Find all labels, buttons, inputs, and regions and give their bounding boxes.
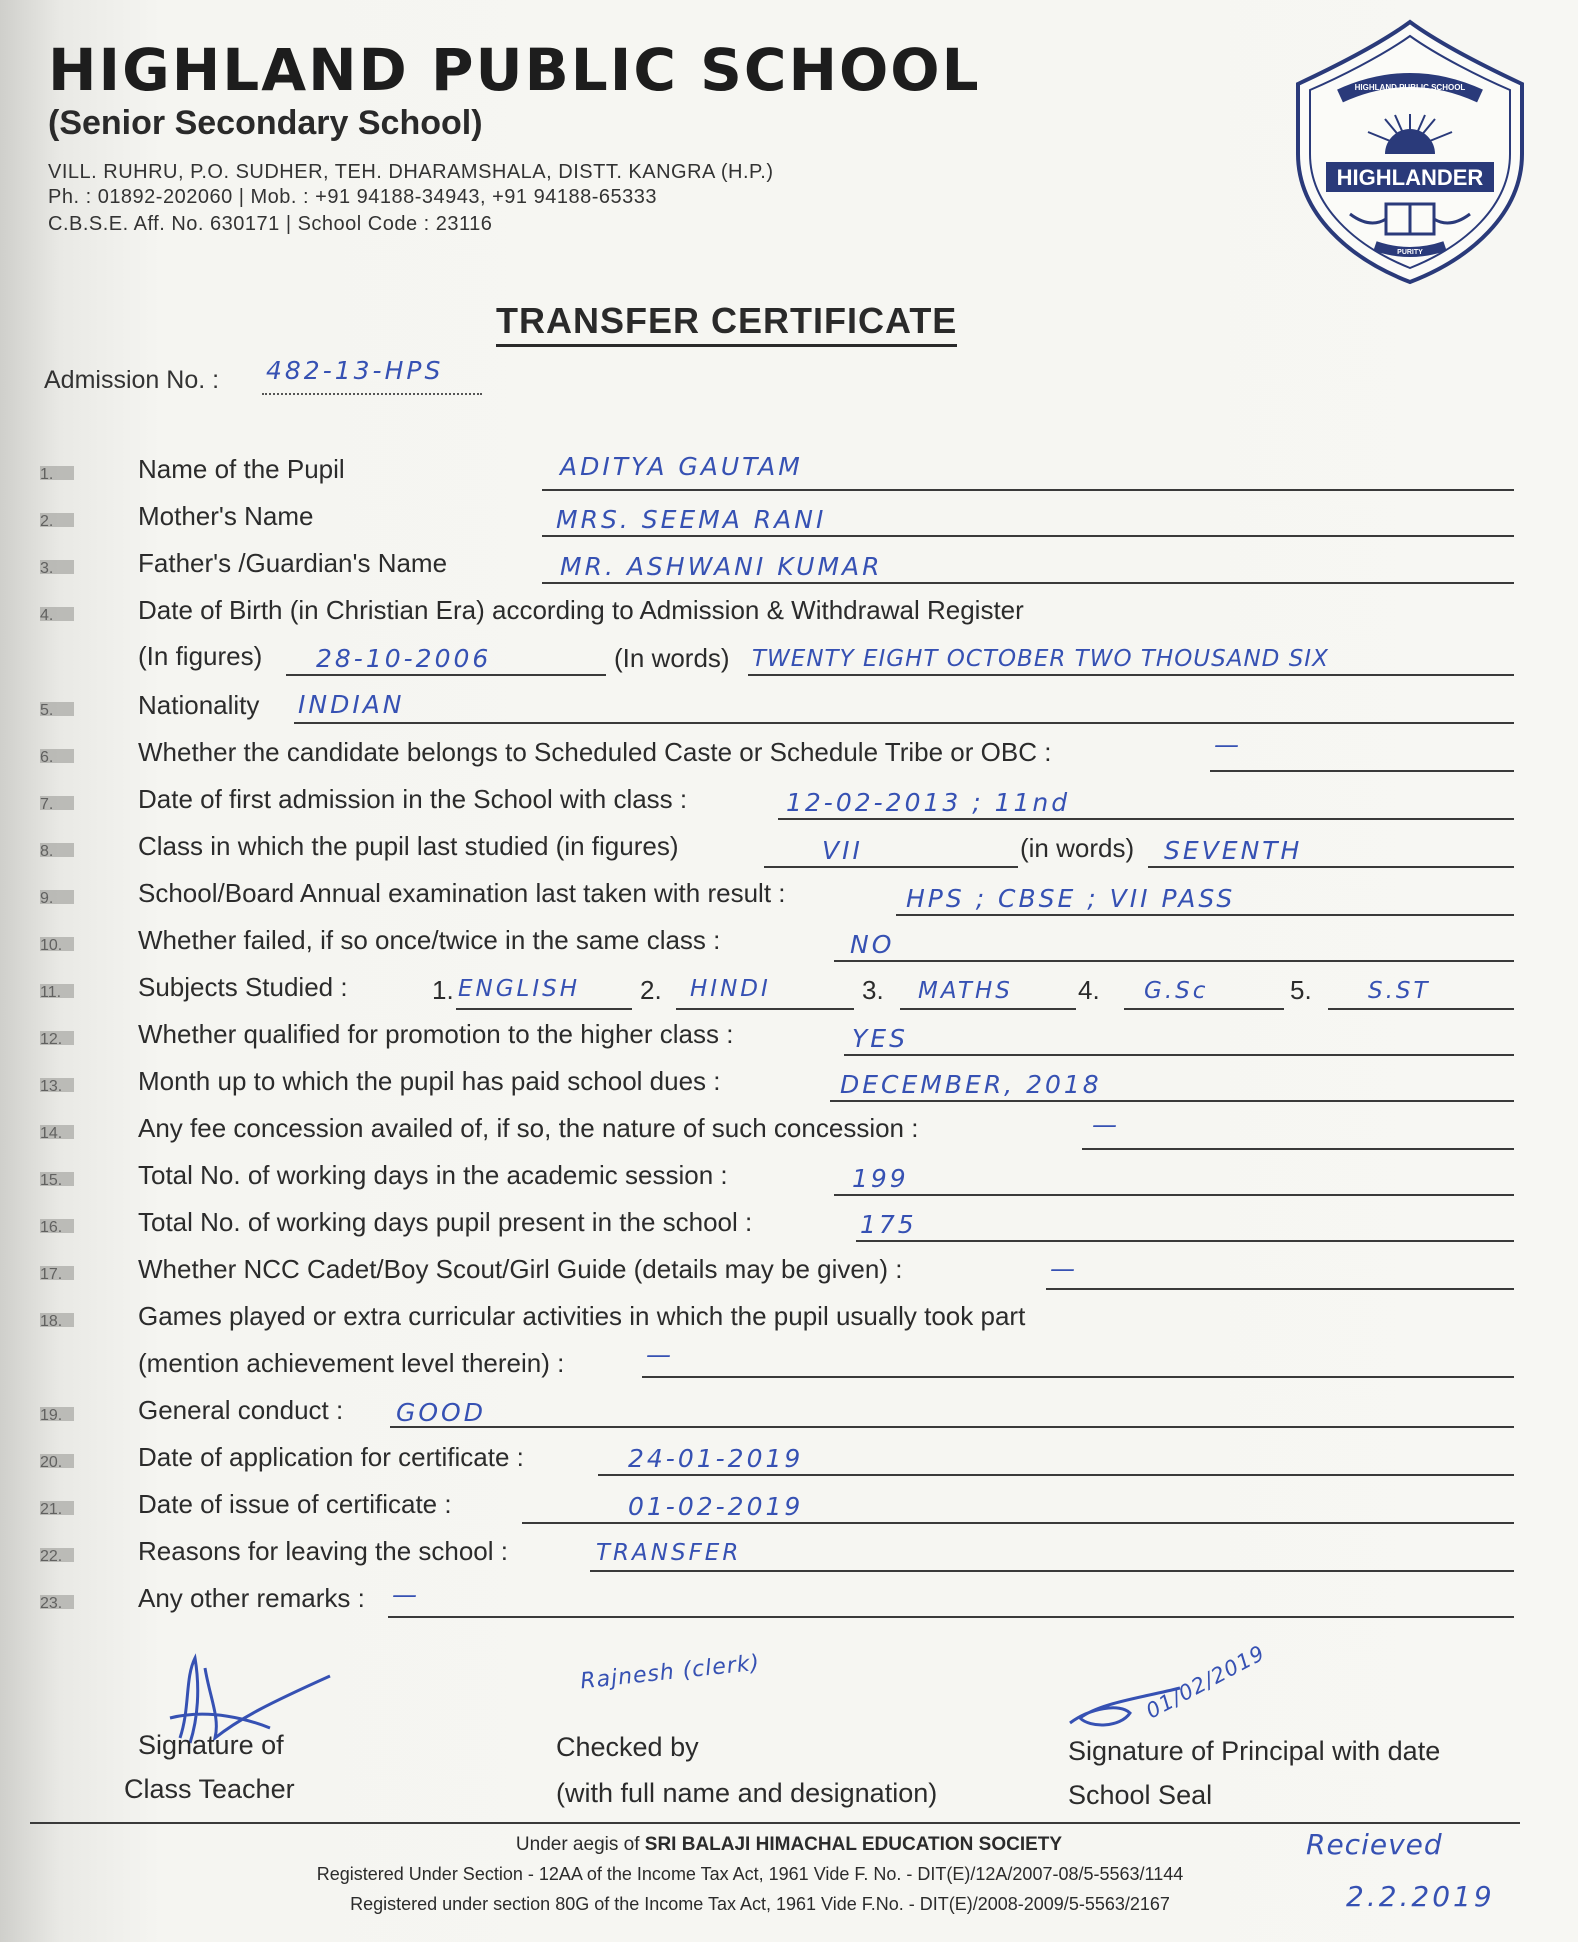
class-words-label: (in words) <box>1020 833 1135 863</box>
dob-words-label: (In words) <box>614 643 730 673</box>
field-label: Any fee concession availed of, if so, the nature of such concession : <box>138 1113 919 1143</box>
row-number: 14. <box>40 1125 74 1139</box>
footer-registration-12aa: Registered Under Section - 12AA of the Income Tax Act, 1961 Vide F. No. - DIT(E)/12A/2007-08/5-5563/1144 <box>316 1864 1184 1884</box>
field-label: Games played or extra curricular activities in which the pupil usually took part <box>138 1301 1026 1331</box>
admission-line <box>262 393 482 395</box>
field-label: Whether the candidate belongs to Scheduled Caste or Schedule Tribe or OBC : <box>138 737 1052 767</box>
row-number: 9. <box>40 890 74 904</box>
subject-name: S.ST <box>1368 978 1431 1004</box>
dob-figures-label: (In figures) <box>138 641 263 671</box>
field-label: Nationality <box>138 690 260 720</box>
field-label: Name of the Pupil <box>138 454 345 484</box>
field-label: General conduct : <box>138 1395 344 1425</box>
field-line <box>388 1616 1514 1618</box>
school-name: HIGHLAND PUBLIC SCHOOL <box>48 36 981 104</box>
row-number: 10. <box>40 937 74 951</box>
field-value: NO <box>850 930 895 959</box>
field-value: 199 <box>852 1164 909 1193</box>
field-line <box>896 914 1514 916</box>
subject-name: ENGLISH <box>458 976 581 1002</box>
field-value: 12-02-2013 ; 11nd <box>786 788 1071 817</box>
field-line <box>834 960 1514 962</box>
subject-name: HINDI <box>690 976 771 1002</box>
field-value: INDIAN <box>298 690 405 719</box>
field-label: Any other remarks : <box>138 1583 365 1613</box>
row-number: 1. <box>40 466 74 480</box>
row-number: 5. <box>40 702 74 716</box>
row-number: 2. <box>40 513 74 527</box>
field-value: 175 <box>860 1210 917 1239</box>
row-number: 13. <box>40 1078 74 1092</box>
field-line <box>844 1054 1514 1056</box>
field-label: School/Board Annual examination last taken with result : <box>138 878 786 908</box>
field-label: Total No. of working days in the academic session : <box>138 1160 728 1190</box>
games-sub-label: (mention achievement level therein) : <box>138 1348 565 1378</box>
class-figures-line <box>764 866 1018 868</box>
principal-signature-label: Signature of Principal with date <box>1068 1736 1441 1766</box>
field-label: Date of application for certificate : <box>138 1442 524 1472</box>
field-line <box>294 722 1514 724</box>
row-number: 7. <box>40 796 74 810</box>
subject-line <box>1328 1008 1514 1010</box>
dob-words-line <box>748 674 1514 676</box>
subject-name: G.Sc <box>1144 978 1209 1004</box>
field-line <box>856 1240 1514 1242</box>
row-number: 12. <box>40 1031 74 1045</box>
field-label: Month up to which the pupil has paid school dues : <box>138 1066 721 1096</box>
field-value: — <box>1092 1110 1120 1139</box>
school-type: (Senior Secondary School) <box>48 104 483 142</box>
principal-sign-date: 01/02/2019 <box>1142 1640 1270 1724</box>
class-figures-value: VII <box>822 836 863 865</box>
row-number: 17. <box>40 1266 74 1280</box>
subject-line <box>456 1008 632 1010</box>
row-number: 21. <box>40 1501 74 1515</box>
field-label: Father's /Guardian's Name <box>138 548 448 578</box>
field-value: GOOD <box>396 1398 486 1427</box>
class-words-value: SEVENTH <box>1164 836 1303 865</box>
field-label: Whether NCC Cadet/Boy Scout/Girl Guide (details may be given) : <box>138 1254 903 1284</box>
field-label: Whether qualified for promotion to the higher class : <box>138 1019 734 1049</box>
subject-line <box>676 1008 854 1010</box>
checked-by-note: Rajnesh (clerk) <box>579 1650 762 1695</box>
received-note: Recieved <box>1306 1828 1443 1861</box>
checked-by-label: Checked by <box>556 1732 699 1762</box>
school-phone: Ph. : 01892-202060 | Mob. : +91 94188-34943, +91 94188-65333 <box>48 186 658 208</box>
dob-figures-value: 28-10-2006 <box>316 644 492 673</box>
row-number: 16. <box>40 1219 74 1233</box>
footer-registration-80g: Registered under section 80G of the Income Tax Act, 1961 Vide F.No. - DIT(E)/2008-2009/5-5563/2167 <box>350 1894 1170 1914</box>
field-line <box>834 1194 1514 1196</box>
row-number: 3. <box>40 560 74 574</box>
crest-name: HIGHLANDER <box>1336 165 1484 190</box>
admission-value: 482-13-HPS <box>266 356 444 385</box>
field-value: HPS ; CBSE ; VII PASS <box>906 884 1236 913</box>
field-line <box>390 1426 1514 1428</box>
row-number: 11. <box>40 984 74 998</box>
field-line <box>1210 770 1514 772</box>
field-value: TRANSFER <box>596 1540 742 1566</box>
field-line <box>778 818 1514 820</box>
dob-words-value: TWENTY EIGHT OCTOBER TWO THOUSAND SIX <box>752 646 1329 672</box>
school-address: VILL. RUHRU, P.O. SUDHER, TEH. DHARAMSHALA, DISTT. KANGRA (H.P.) <box>48 161 774 183</box>
field-label: Date of first admission in the School with class : <box>138 784 688 814</box>
field-line <box>830 1100 1514 1102</box>
field-value: 01-02-2019 <box>628 1492 804 1521</box>
field-value: 24-01-2019 <box>628 1444 804 1473</box>
subject-name: MATHS <box>918 978 1013 1004</box>
dob-figures-line <box>286 674 606 676</box>
field-label: Mother's Name <box>138 501 314 531</box>
field-label: Date of Birth (in Christian Era) according to Admission & Withdrawal Register <box>138 595 1024 625</box>
class-words-line <box>1148 866 1514 868</box>
teacher-signature-label-2: Class Teacher <box>124 1774 295 1804</box>
field-label: Total No. of working days pupil present in the school : <box>138 1207 753 1237</box>
subject-number: 1. <box>432 975 454 1005</box>
footer-society-name: SRI BALAJI HIMACHAL EDUCATION SOCIETY <box>644 1834 1063 1855</box>
subject-number: 2. <box>640 975 662 1005</box>
field-label: Class in which the pupil last studied (in figures) <box>138 831 679 861</box>
field-label: Whether failed, if so once/twice in the same class : <box>138 925 721 955</box>
row-number: 15. <box>40 1172 74 1186</box>
row-number: 20. <box>40 1454 74 1468</box>
teacher-signature-label: Signature of <box>138 1730 284 1760</box>
field-value: — <box>392 1580 420 1609</box>
subject-number: 4. <box>1078 975 1100 1005</box>
field-line <box>522 1522 1514 1524</box>
subject-number: 5. <box>1290 975 1312 1005</box>
field-label: Subjects Studied : <box>138 972 348 1002</box>
field-line <box>1082 1148 1514 1150</box>
field-line <box>542 582 1514 584</box>
field-label: Reasons for leaving the school : <box>138 1536 508 1566</box>
field-line <box>590 1570 1514 1572</box>
subject-line <box>1124 1008 1284 1010</box>
field-line <box>642 1376 1514 1378</box>
row-number: 18. <box>40 1313 74 1327</box>
field-value: — <box>1050 1254 1078 1283</box>
row-number: 6. <box>40 749 74 763</box>
games-value: — <box>646 1340 674 1369</box>
checked-by-sub-label: (with full name and designation) <box>556 1778 938 1808</box>
field-value: DECEMBER, 2018 <box>840 1070 1102 1099</box>
school-affiliation: C.B.S.E. Aff. No. 630171 | School Code : 23116 <box>48 213 493 235</box>
field-value: MR. ASHWANI KUMAR <box>560 552 883 581</box>
crest-top-text: HIGHLAND PUBLIC SCHOOL <box>1354 83 1466 92</box>
admission-label: Admission No. : <box>44 366 220 394</box>
certificate-title: TRANSFER CERTIFICATE <box>496 300 957 347</box>
school-crest-icon <box>1290 14 1530 289</box>
subject-line <box>900 1008 1076 1010</box>
field-value: YES <box>852 1024 908 1053</box>
field-value: — <box>1214 730 1242 759</box>
footer-divider <box>30 1822 1520 1824</box>
field-line <box>542 489 1514 491</box>
received-date: 2.2.2019 <box>1346 1880 1495 1913</box>
row-number: 4. <box>40 607 74 621</box>
field-line <box>598 1474 1514 1476</box>
row-number: 19. <box>40 1407 74 1421</box>
field-line <box>1046 1288 1514 1290</box>
footer-aegis-prefix: Under aegis of <box>515 1834 640 1855</box>
subject-number: 3. <box>862 975 884 1005</box>
row-number: 23. <box>40 1595 74 1609</box>
field-value: MRS. SEEMA RANI <box>556 505 827 534</box>
crest-motto: PURITY <box>1397 249 1423 256</box>
field-value: ADITYA GAUTAM <box>560 452 803 481</box>
field-label: Date of issue of certificate : <box>138 1489 452 1519</box>
field-line <box>542 535 1514 537</box>
row-number: 22. <box>40 1548 74 1562</box>
school-seal-label: School Seal <box>1068 1780 1213 1810</box>
row-number: 8. <box>40 843 74 857</box>
